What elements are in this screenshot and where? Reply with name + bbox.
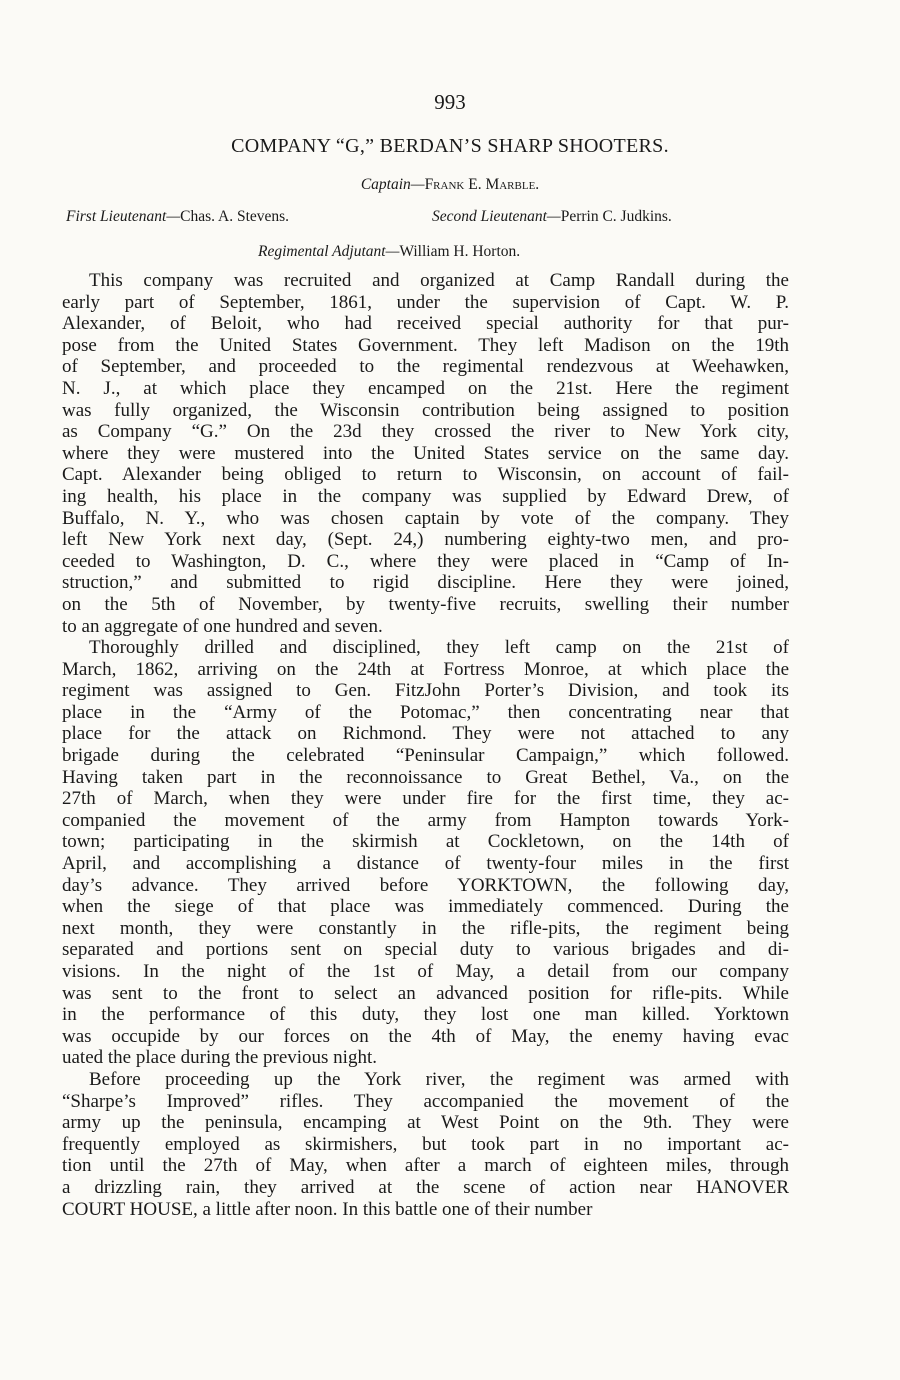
text-line: place in the “Army of the Potomac,” then concentrating near that (62, 701, 789, 723)
text-line: town; participating in the skirmish at Cockletown, on the 14th of (62, 831, 789, 853)
text-line: Capt. Alexander being obliged to return to Wisconsin, on account of fail- (62, 464, 789, 486)
text-line: Thoroughly drilled and disciplined, they left camp on the 21st of (89, 637, 789, 659)
adjutant-role: Regimental Adjutant— (258, 243, 400, 260)
captain-name: Frank E. Marble. (424, 176, 540, 193)
second-lieutenant-role: Second Lieutenant— (432, 208, 561, 225)
text-line: “Sharpe’s Improved” rifles. They accompanied the movement of the (62, 1090, 789, 1112)
text-line: Alexander, of Beloit, who had received special authority for that pur- (62, 313, 789, 335)
text-line: pose from the United States Government. They left Madison on the 19th (62, 334, 789, 356)
first-lieutenant-line (66, 208, 289, 226)
captain-line (0, 176, 900, 194)
text-line: was sent to the front to select an advanced position for rifle-pits. While (62, 982, 789, 1004)
text-line: 27th of March, when they were under fire for the first time, they ac- (62, 788, 789, 810)
text-line: was occupide by our forces on the 4th of May, the enemy having evac (62, 1025, 789, 1047)
second-lieutenant-line (432, 208, 672, 226)
text-line: N. J., at which place they encamped on the 21st. Here the regiment (62, 377, 789, 399)
text-line: March, 1862, arriving on the 24th at Fortress Monroe, at which place the (62, 658, 789, 680)
text-line: day’s advance. They arrived before YORKTOWN, the following day, (62, 874, 789, 896)
body-text (62, 270, 789, 1220)
text-line: struction,” and submitted to rigid discipline. Here they were joined, (62, 572, 789, 594)
text-line: ing health, his place in the company was supplied by Edward Drew, of (62, 485, 789, 507)
text-line: to an aggregate of one hundred and seven. (62, 615, 383, 637)
text-line: April, and accomplishing a distance of twenty-four miles in the first (62, 853, 789, 875)
text-line: Before proceeding up the York river, the regiment was armed with (89, 1068, 789, 1090)
text-line: companied the movement of the army from Hampton towards York- (62, 809, 789, 831)
text-line: This company was recruited and organized at Camp Randall during the (89, 270, 789, 291)
text-line: COURT HOUSE, a little after noon. In this battle one of their number (62, 1198, 593, 1220)
page-title: COMPANY “G,” BERDAN’S SHARP SHOOTERS. (231, 135, 669, 157)
first-lieutenant-role: First Lieutenant— (66, 208, 181, 225)
text-line: a drizzling rain, they arrived at the scene of action near HANOVER (62, 1176, 789, 1198)
text-line: early part of September, 1861, under the supervision of Capt. W. P. (62, 291, 789, 313)
first-lieutenant-name: Chas. A. Stevens. (180, 208, 290, 225)
text-line: on the 5th of November, by twenty-five recruits, swelling their number (62, 593, 789, 615)
text-line: uated the place during the previous night. (62, 1047, 377, 1069)
paragraph (62, 1069, 789, 1220)
text-line: as Company “G.” On the 23d they crossed the river to New York city, (62, 421, 789, 443)
text-line: army up the peninsula, encamping at West Point on the 9th. They were (62, 1112, 789, 1134)
text-line: place for the attack on Richmond. They were not attached to any (62, 723, 789, 745)
paragraph (62, 637, 789, 1069)
adjutant-line (258, 243, 520, 261)
text-line: of September, and proceeded to the regimental rendezvous at Weehawken, (62, 356, 789, 378)
text-line: tion until the 27th of May, when after a march of eighteen miles, through (62, 1155, 789, 1177)
text-line: frequently employed as skirmishers, but took part in no important ac- (62, 1133, 789, 1155)
text-line: when the siege of that place was immediately commenced. During the (62, 896, 789, 918)
paragraph (62, 270, 789, 637)
text-line: ceeded to Washington, D. C., where they were placed in “Camp of In- (62, 550, 789, 572)
text-line: was fully organized, the Wisconsin contribution being assigned to position (62, 399, 789, 421)
page-number: 993 (434, 90, 466, 114)
text-line: visions. In the night of the 1st of May, a detail from our company (62, 961, 789, 982)
captain-role: Captain— (360, 176, 425, 193)
text-line: in the performance of this duty, they lost one man killed. Yorktown (62, 1004, 789, 1026)
text-line: where they were mustered into the United States service on the same day. (62, 442, 789, 464)
second-lieutenant-name: Perrin C. Judkins. (560, 208, 672, 225)
text-line: brigade during the celebrated “Peninsular Campaign,” which followed. (62, 745, 789, 767)
text-line: Having taken part in the reconnoissance to Great Bethel, Va., on the (62, 766, 789, 788)
text-line: separated and portions sent on special duty to various brigades and di- (62, 939, 789, 961)
text-line: next month, they were constantly in the rifle-pits, the regiment being (62, 917, 789, 939)
text-line: regiment was assigned to Gen. FitzJohn Porter’s Division, and took its (62, 680, 789, 702)
text-line: Buffalo, N. Y., who was chosen captain by vote of the company. They (62, 507, 789, 529)
text-line: left New York next day, (Sept. 24,) numbering eighty-two men, and pro- (62, 529, 789, 551)
adjutant-name: William H. Horton. (399, 243, 521, 260)
